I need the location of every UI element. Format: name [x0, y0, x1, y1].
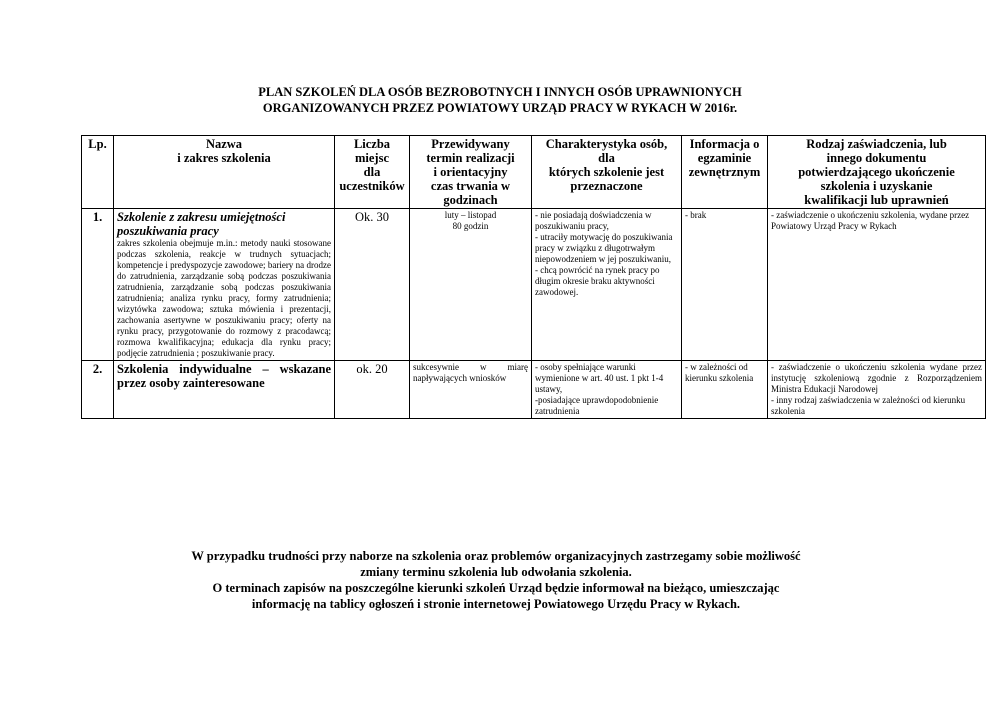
row-2-certificate-item-1: - zaświadczenie o ukończeniu szkolenia wydane przez instytucję szkoleniową zgodnie z Rozporządzeniem Ministra Edukacji Narodowej	[771, 362, 982, 394]
table-header-row	[82, 136, 986, 209]
header-count: Liczba miejsc dla uczestników	[335, 136, 410, 209]
row-1-term: luty – listopad 80 godzin	[410, 209, 532, 361]
training-plan-table	[81, 135, 986, 419]
row-2-target-item-2: -posiadające uprawdopodobnienie zatrudnienia	[535, 395, 659, 416]
header-lp: Lp.	[82, 136, 114, 209]
row-1-target-item-3: - chcą powrócić na rynek pracy po długim okresie braku aktywności zawodowej.	[535, 265, 660, 297]
table-row	[82, 209, 986, 361]
row-2-exam: - w zależności od kierunku szkolenia	[682, 361, 768, 419]
row-2-certificate	[768, 361, 986, 419]
footer-line-3: O terminach zapisów na poszczególne kierunki szkoleń Urząd będzie informował na bieżąco, umieszczając	[212, 581, 780, 595]
row-2-name-cell	[114, 361, 335, 419]
row-2-count: ok. 20	[335, 361, 410, 419]
row-1-lp: 1.	[82, 209, 114, 361]
header-term: Przewidywany termin realizacji i orientacyjny czas trwania w godzinach	[410, 136, 532, 209]
row-1-exam: - brak	[682, 209, 768, 361]
row-1-target-item-2: - utraciły motywację do poszukiwania pracy w związku z długotrwałym niepowodzeniem w jej poszukiwaniu,	[535, 232, 673, 264]
row-2-target	[532, 361, 682, 419]
row-2-name: Szkolenia indywidualne – wskazane przez osoby zainteresowane	[117, 362, 331, 390]
footer-note	[81, 548, 911, 612]
row-2-lp: 2.	[82, 361, 114, 419]
title-line-1: PLAN SZKOLEŃ DLA OSÓB BEZROBOTNYCH I INNYCH OSÓB UPRAWNIONYCH	[258, 85, 742, 99]
footer-line-1: W przypadku trudności przy naborze na szkolenia oraz problemów organizacyjnych zastrzegamy sobie możliwość	[191, 549, 801, 563]
header-target: Charakterystyka osób, dla których szkolenie jest przeznaczone	[532, 136, 682, 209]
table-row	[82, 361, 986, 419]
row-1-certificate-item-1: - zaświadczenie o ukończeniu szkolenia, wydane przez Powiatowy Urząd Pracy w Rykach	[771, 210, 970, 231]
footer-line-4: informację na tablicy ogłoszeń i stronie internetowej Powiatowego Urzędu Pracy w Rykach.	[251, 597, 741, 611]
row-1-target-item-1: - nie posiadają doświadczenia w poszukiwaniu pracy,	[535, 210, 652, 231]
header-name: Nazwa i zakres szkolenia	[114, 136, 335, 209]
title-line-2: ORGANIZOWANYCH PRZEZ POWIATOWY URZĄD PRACY W RYKACH W 2016r.	[262, 101, 738, 115]
row-1-name: Szkolenie z zakresu umiejętności poszukiwania pracy	[117, 210, 286, 238]
row-2-target-item-1: - osoby spełniające warunki wymienione w art. 40 ust. 1 pkt 1-4 ustawy,	[535, 362, 664, 394]
row-1-name-cell	[114, 209, 335, 361]
header-exam: Informacja o egzaminie zewnętrznym	[682, 136, 768, 209]
row-1-target	[532, 209, 682, 361]
footer-line-2: zmiany terminu szkolenia lub odwołania szkolenia.	[360, 565, 632, 579]
row-1-scope: zakres szkolenia obejmuje m.in.: metody nauki stosowane podczas szkolenia, reakcje w trudnych sytuacjach; kompetencje i predyspozycje zawodowe; bariery na drodze do zatrudnienia, zarządzanie sobą podczas poszukiwania zatrudnienia, zarządzanie sobą podczas poszukiwania zatrudnienia; analiza rynku pracy, formy zatrudnienia; wizytówka zawodowa; sztuka mówienia i prezentacji, zachowania asertywne w poszukiwaniu pracy; oferty na rynku pracy, przygotowanie do rozmowy z pracodawcą; rozmowa kwalifikacyjna; edukacja dla rynku pracy; podjęcie zatrudnienia ; poszukiwanie pracy.	[117, 238, 331, 358]
row-2-term: sukcesywnie w miarę napływających wniosków	[410, 361, 532, 419]
document-title	[150, 84, 850, 116]
row-1-count: Ok. 30	[335, 209, 410, 361]
row-2-certificate-item-2: - inny rodzaj zaświadczenia w zależności od kierunku szkolenia	[771, 395, 966, 416]
header-certificate: Rodzaj zaświadczenia, lub innego dokumentu potwierdzającego ukończenie szkolenia i uzyskanie kwalifikacji lub uprawnień	[768, 136, 986, 209]
row-1-certificate	[768, 209, 986, 361]
